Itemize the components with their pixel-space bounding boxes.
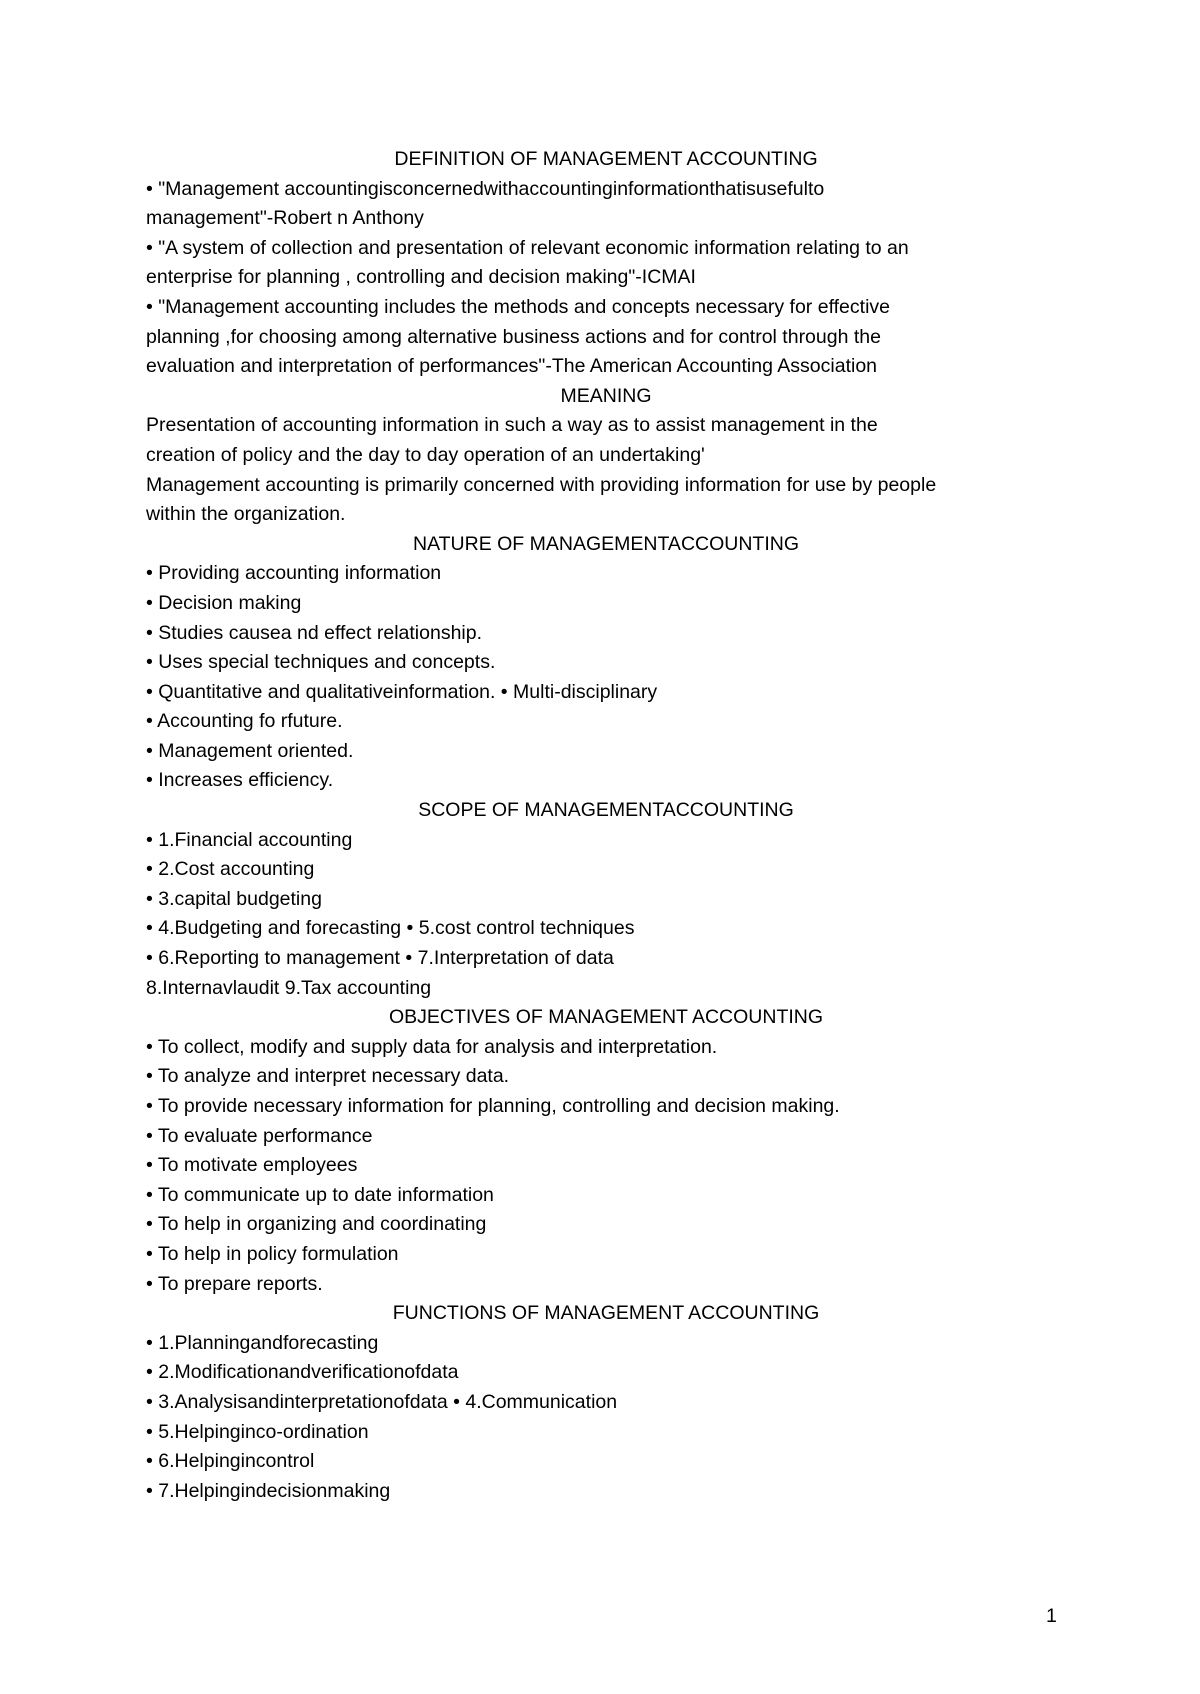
list-item: • To provide necessary information for planning, controlling and decision making. xyxy=(146,1095,840,1117)
text-line: management"-Robert n Anthony xyxy=(146,207,424,230)
list-item: • Decision making xyxy=(146,591,302,614)
text-line: Presentation of accounting information in such a way as to assist management in the xyxy=(146,414,878,437)
text-line: enterprise for planning , controlling and decision making"-ICMAI xyxy=(146,266,696,289)
text-line: planning ,for choosing among alternative business actions and for control through the xyxy=(146,325,881,348)
page-number: 1 xyxy=(1046,1605,1057,1627)
text-line: evaluation and interpretation of performances"-The American Accounting Association xyxy=(146,355,878,378)
list-item: • Quantitative and qualitativeinformation. • Multi-disciplinary xyxy=(146,680,658,703)
list-item: • 1.Financial accounting xyxy=(146,828,353,851)
list-item: • To collect, modify and supply data for analysis and interpretation. xyxy=(146,1035,718,1058)
list-item: • To analyze and interpret necessary data. xyxy=(146,1065,510,1088)
text-line: Management accounting is primarily concerned with providing information for use by people xyxy=(146,473,937,496)
list-item: • To communicate up to date information xyxy=(146,1183,494,1206)
list-item: • To help in policy formulation xyxy=(146,1242,399,1265)
document-body xyxy=(146,145,1066,1506)
heading-functions: FUNCTIONS OF MANAGEMENT ACCOUNTING xyxy=(392,1302,820,1325)
list-item: • Providing accounting information xyxy=(146,562,442,585)
text-line: • "Management accountingisconcernedwithaccountinginformationthatisusefulto xyxy=(146,177,825,200)
heading-scope: SCOPE OF MANAGEMENTACCOUNTING xyxy=(418,799,794,822)
list-item: • Accounting fo rfuture. xyxy=(146,710,343,733)
list-item: • 2.Modificationandverificationofdata xyxy=(146,1361,459,1384)
heading-meaning: MEANING xyxy=(560,384,652,407)
list-item: • 5.Helpinginco-ordination xyxy=(146,1420,369,1443)
list-item: • To help in organizing and coordinating xyxy=(146,1213,487,1236)
list-item: • Uses special techniques and concepts. xyxy=(146,651,496,674)
list-item: • To prepare reports. xyxy=(146,1272,323,1295)
heading-objectives: OBJECTIVES OF MANAGEMENT ACCOUNTING xyxy=(388,1006,824,1029)
list-item: • Management oriented. xyxy=(146,739,354,762)
list-item: • 6.Helpingincontrol xyxy=(146,1450,315,1473)
list-item: • 3.Analysisandinterpretationofdata • 4.Communication xyxy=(146,1390,618,1413)
text-line: within the organization. xyxy=(146,503,346,526)
list-item: 8.Internavlaudit 9.Tax accounting xyxy=(146,976,432,999)
list-item: • To motivate employees xyxy=(146,1154,358,1177)
text-line: • "Management accounting includes the methods and concepts necessary for effective xyxy=(146,295,890,318)
list-item: • Studies causea nd effect relationship. xyxy=(146,621,483,644)
list-item: • Increases efficiency. xyxy=(146,769,334,792)
text-line: creation of policy and the day to day operation of an undertaking' xyxy=(146,443,705,466)
list-item: • 1.Planningandforecasting xyxy=(146,1331,379,1354)
heading-definition: DEFINITION OF MANAGEMENT ACCOUNTING xyxy=(394,148,818,170)
list-item: • 7.Helpingindecisionmaking xyxy=(146,1479,391,1502)
list-item: • 3.capital budgeting xyxy=(146,887,322,910)
list-item: • To evaluate performance xyxy=(146,1124,373,1147)
list-item: • 6.Reporting to management • 7.Interpretation of data xyxy=(146,947,614,970)
text-line: • "A system of collection and presentation of relevant economic information relating to an xyxy=(146,236,909,259)
list-item: • 4.Budgeting and forecasting • 5.cost control techniques xyxy=(146,917,635,940)
heading-nature: NATURE OF MANAGEMENTACCOUNTING xyxy=(412,532,800,555)
list-item: • 2.Cost accounting xyxy=(146,858,315,881)
